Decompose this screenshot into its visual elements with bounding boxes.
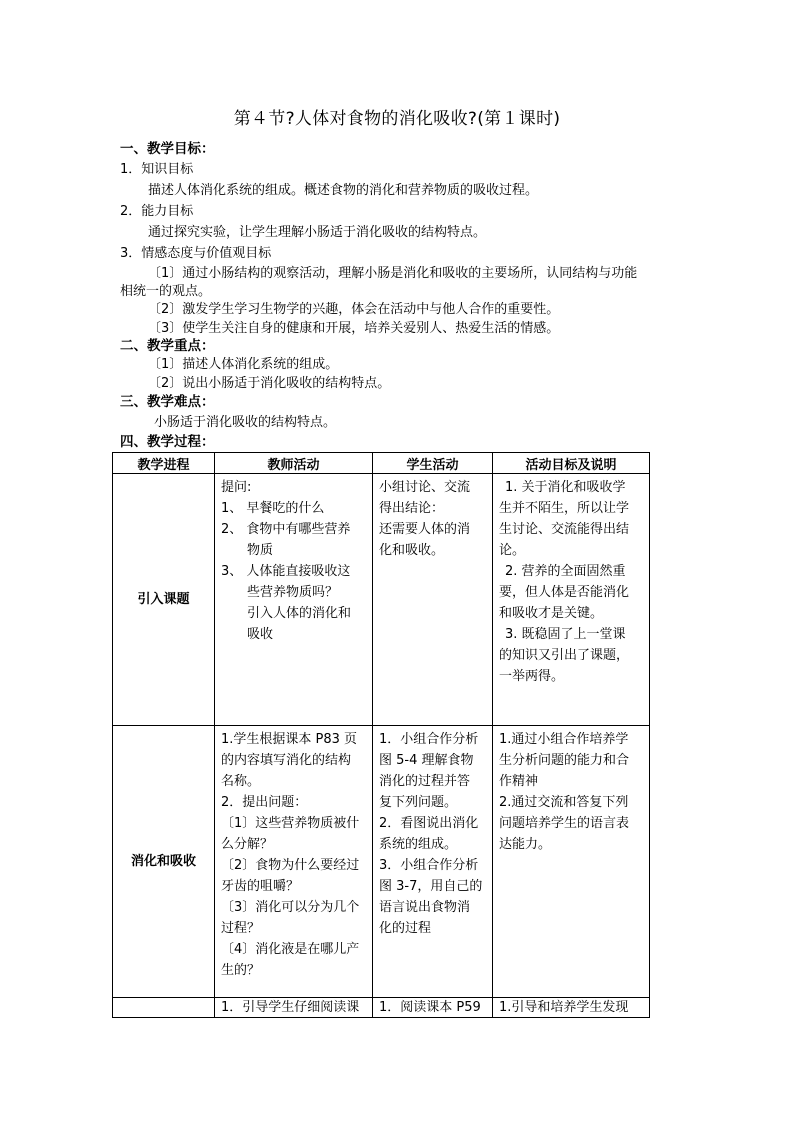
table-header-row: [113, 453, 650, 474]
student-activity-cell: [373, 998, 493, 1018]
goal-cell: [493, 474, 650, 726]
cell-line: 论。: [499, 543, 526, 558]
objective-2-text: 通过探究实验，让学生理解小肠适于消化吸收的结构特点。: [148, 225, 487, 240]
cell-line: 2．看图说出消化: [379, 816, 479, 831]
cell-line: 达能力。: [499, 837, 552, 852]
cell-line: 3. 既稳固了上一堂课: [505, 627, 626, 642]
cell-line: 名称。: [221, 774, 261, 789]
key-points-heading: 二、教学重点：: [120, 338, 215, 354]
cell-line: 物质: [247, 543, 274, 558]
cell-line: 1、 早餐吃的什么: [221, 501, 325, 516]
objective-3-item-3: 〔3〕使学生关注自身的健康和开展，培养关爱别人、热爱生活的情感。: [148, 321, 560, 336]
cell-line: 图 5-4 理解食物: [379, 753, 474, 768]
cell-line: 生并不陌生，所以让学: [499, 501, 630, 516]
cell-line: 作精神: [499, 774, 539, 789]
objective-2-label: 2．能力目标: [120, 204, 194, 219]
difficult-point-text: 小肠适于消化吸收的结构特点。: [154, 415, 337, 430]
cell-line: 1.学生根据课本 P83 页: [221, 732, 358, 747]
cell-line: 〔3〕消化可以分为几个: [221, 900, 360, 915]
phase-cell: [113, 998, 215, 1018]
cell-line: 生讨论、交流能得出结: [499, 522, 630, 537]
cell-line: 2. 营养的全面固然重: [505, 564, 626, 579]
cell-line: 一举两得。: [499, 669, 565, 684]
cell-line: 2、 食物中有哪些营养: [221, 522, 351, 537]
student-activity-cell: [373, 726, 493, 998]
cell-line: 1．小组合作分析: [379, 732, 479, 747]
cell-line: 〔1〕这些营养物质被什: [221, 816, 360, 831]
cell-line: 3．小组合作分析: [379, 858, 479, 873]
cell-line: 1．阅读课本 P59: [379, 1000, 481, 1015]
header-student: 学生活动: [373, 453, 493, 474]
difficult-points-heading: 三、教学难点：: [120, 394, 215, 410]
table-row: [113, 998, 650, 1018]
cell-line: 吸收: [247, 627, 274, 642]
cell-line: 的内容填写消化的结构: [221, 753, 352, 768]
objective-3-item-2: 〔2〕激发学生学习生物学的兴趣，体会在活动中与他人合作的重要性。: [148, 302, 560, 317]
cell-line: 些营养物质吗？: [247, 585, 339, 600]
cell-line: 系统的组成。: [379, 837, 458, 852]
cell-line: 〔2〕食物为什么要经过: [221, 858, 360, 873]
teaching-process-table: [112, 452, 650, 1018]
table-row: [113, 474, 650, 726]
objective-3-item-1b: 相统一的观点。: [120, 284, 212, 299]
cell-line: 1.通过小组合作培养学: [499, 732, 629, 747]
cell-line: 要，但人体是否能消化: [499, 585, 630, 600]
header-goal: 活动目标及说明: [493, 453, 650, 474]
cell-line: 复下列问题。: [379, 795, 458, 810]
cell-line: 问题培养学生的语言表: [499, 816, 630, 831]
phase-cell: 消化和吸收: [113, 726, 215, 998]
table-row: [113, 726, 650, 998]
cell-line: 化和吸收。: [379, 543, 445, 558]
phase-cell: 引入课题: [113, 474, 215, 726]
cell-line: 1．引导学生仔细阅读课: [221, 1000, 360, 1015]
cell-line: 得出结论：: [379, 501, 445, 516]
student-activity-cell: [373, 474, 493, 726]
teacher-activity-cell: [215, 474, 373, 726]
header-phase: 教学进程: [113, 453, 215, 474]
cell-line: 么分解？: [221, 837, 274, 852]
cell-line: 引入人体的消化和: [247, 606, 352, 621]
goal-cell: [493, 998, 650, 1018]
teacher-activity-cell: [215, 726, 373, 998]
cell-line: 1.引导和培养学生发现: [499, 1000, 629, 1015]
cell-line: 语言说出食物消: [379, 900, 471, 915]
cell-line: 1. 关于消化和吸收学: [505, 480, 626, 495]
header-teacher: 教师活动: [215, 453, 373, 474]
objectives-heading: 一、教学目标：: [120, 141, 215, 157]
goal-cell: [493, 726, 650, 998]
cell-line: 生的？: [221, 963, 261, 978]
cell-line: 小组讨论、交流: [379, 480, 471, 495]
objective-1-label: 1．知识目标: [120, 162, 194, 177]
cell-line: 消化的过程并答: [379, 774, 471, 789]
cell-line: 2.通过交流和答复下列: [499, 795, 629, 810]
cell-line: 3、 人体能直接吸收这: [221, 564, 351, 579]
key-point-1: 〔1〕描述人体消化系统的组成。: [148, 357, 339, 372]
cell-line: 还需要人体的消: [379, 522, 471, 537]
cell-line: 过程？: [221, 921, 261, 936]
cell-line: 生分析问题的能力和合: [499, 753, 630, 768]
cell-line: 〔4〕消化液是在哪儿产: [221, 942, 360, 957]
key-point-2: 〔2〕说出小肠适于消化吸收的结构特点。: [148, 376, 391, 391]
objective-1-text: 描述人体消化系统的组成。概述食物的消化和营养物质的吸收过程。: [148, 183, 539, 198]
process-heading: 四、教学过程：: [120, 434, 215, 450]
cell-line: 2．提出问题：: [221, 795, 308, 810]
objective-3-item-1a: 〔1〕通过小肠结构的观察活动，理解小肠是消化和吸收的主要场所，认同结构与功能: [148, 266, 638, 281]
cell-line: 牙齿的咀嚼？: [221, 879, 300, 894]
cell-line: 化的过程: [379, 921, 432, 936]
page-title: 第４节?人体对食物的消化吸收?(第１课时): [233, 109, 561, 129]
teacher-activity-cell: [215, 998, 373, 1018]
cell-line: 图 3-7，用自己的: [379, 879, 483, 894]
cell-line: 提问:: [221, 480, 252, 495]
objective-3-label: 3．情感态度与价值观目标: [120, 246, 272, 261]
cell-line: 的知识又引出了课题，: [499, 648, 630, 663]
cell-line: 和吸收才是关键。: [499, 606, 604, 621]
